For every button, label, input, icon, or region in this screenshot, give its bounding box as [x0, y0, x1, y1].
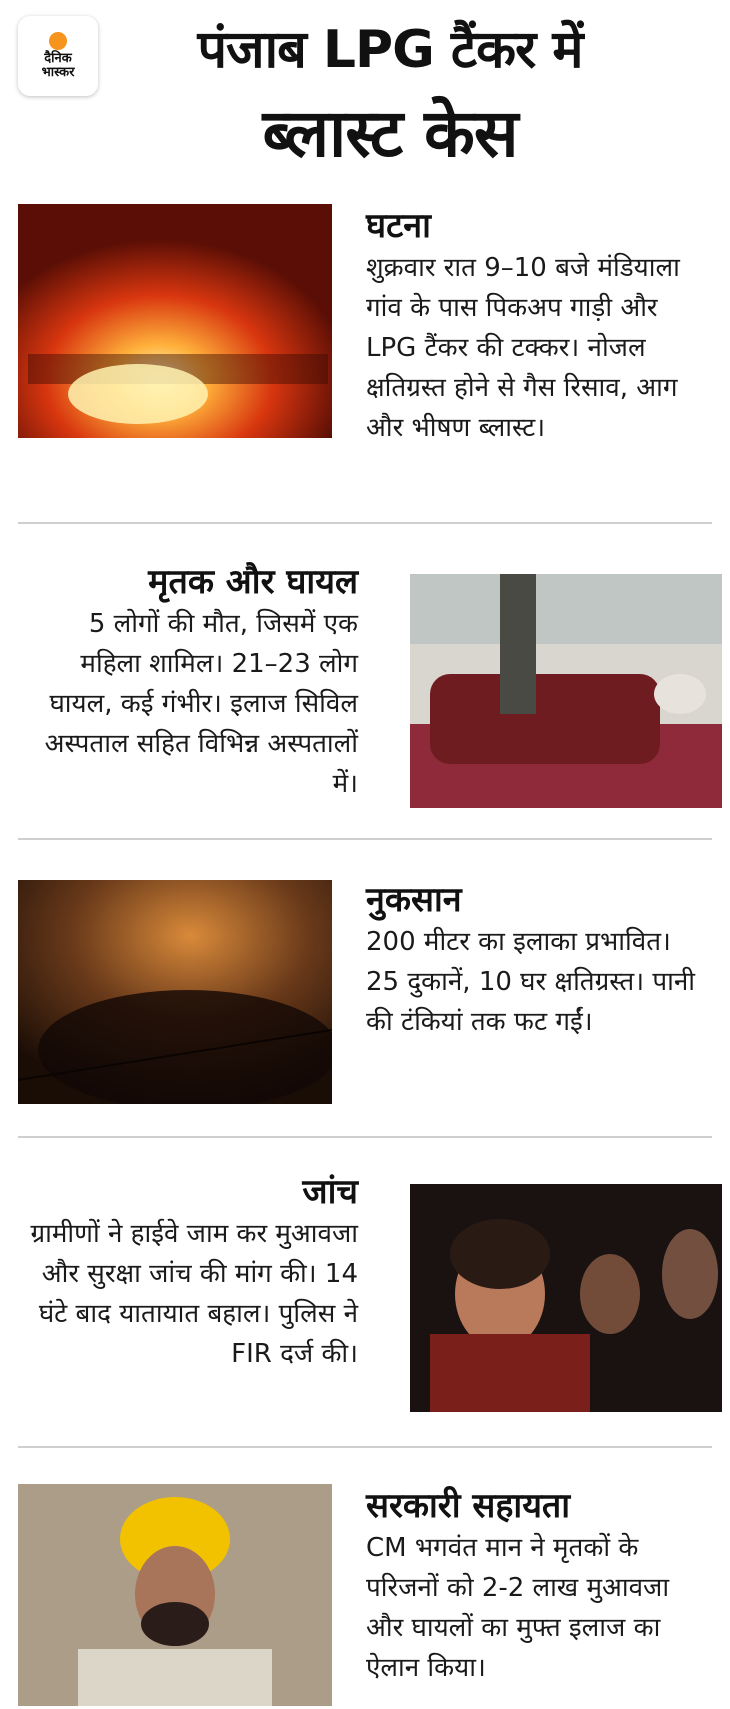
section-investigation: [28, 1170, 358, 1374]
page-title-line1: पंजाब LPG टैंकर में: [197, 20, 583, 80]
header: [0, 0, 730, 190]
divider: [18, 1136, 712, 1138]
divider: [18, 1446, 712, 1448]
divider: [18, 838, 712, 840]
logo-text-line1: दैनिक: [44, 51, 72, 66]
fire-photo: [18, 204, 332, 438]
smoke-photo: [18, 880, 332, 1104]
section-body: CM भगवंत मान ने मृतकों के परिजनों को 2-2 लाख मुआवजा और घायलों का मुफ्त इलाज का ऐलान किया।: [366, 1533, 670, 1683]
hospital-photo: [410, 574, 722, 808]
chief-minister-photo: [18, 1484, 332, 1706]
section-damage: [366, 878, 696, 1042]
logo-sun-icon: [49, 32, 67, 50]
section-body: शुक्रवार रात 9–10 बजे मंडियाला गांव के पास पिकअप गाड़ी और LPG टैंकर की टक्कर। नोजल क्षतिग्रस्त होने से गैस रिसाव, आग और भीषण ब्लास्ट।: [366, 253, 680, 443]
section-casualties: [28, 560, 358, 804]
section-body: 5 लोगों की मौत, जिसमें एक महिला शामिल। 21–23 लोग घायल, कई गंभीर। इलाज सिविल अस्पताल सहित विभिन्न अस्पतालों में।: [44, 609, 358, 799]
section-heading: मृतक और घायल: [148, 562, 358, 602]
page-title-line2: ब्लास्ट केस: [262, 95, 518, 172]
section-body: 200 मीटर का इलाका प्रभावित। 25 दुकानें, 10 घर क्षतिग्रस्त। पानी की टंकियां तक फट गईं।: [366, 927, 696, 1037]
protest-photo: [410, 1184, 722, 1412]
section-heading: जांच: [302, 1172, 358, 1212]
logo-text-line2: भास्कर: [41, 65, 75, 80]
section-incident: [366, 204, 696, 448]
section-heading: नुकसान: [366, 880, 462, 920]
section-body: ग्रामीणों ने हाईवे जाम कर मुआवजा और सुरक्षा जांच की मांग की। 14 घंटे बाद यातायात बहाल। पुलिस ने FIR दर्ज की।: [30, 1219, 358, 1369]
section-government-aid: [366, 1484, 696, 1688]
section-heading: घटना: [366, 206, 431, 246]
dainik-bhaskar-logo: [18, 16, 98, 96]
divider: [18, 522, 712, 524]
section-heading: सरकारी सहायता: [366, 1486, 571, 1526]
